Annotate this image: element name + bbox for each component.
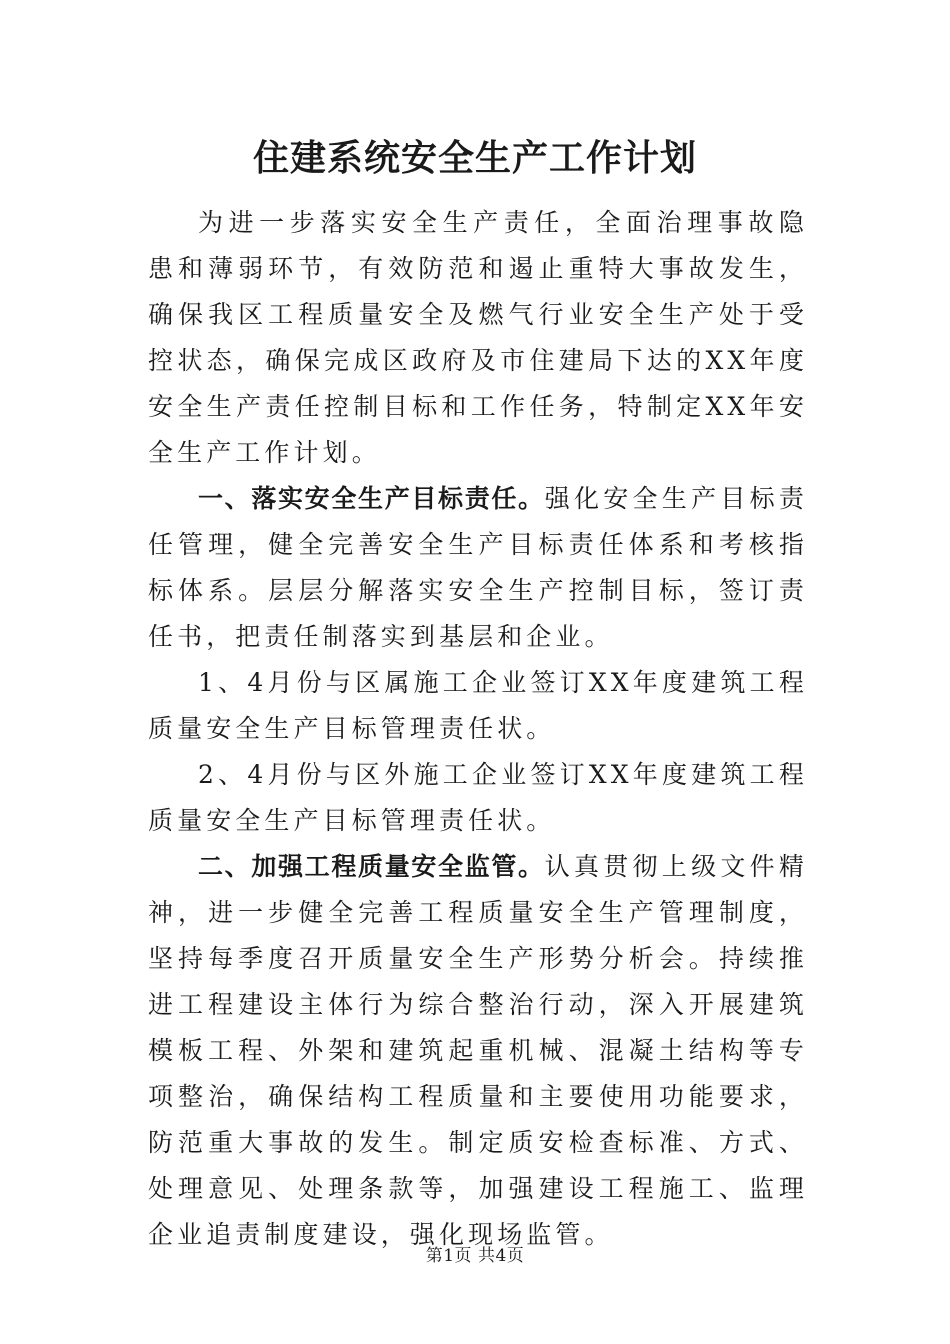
section-2-heading: 二、加强工程质量安全监管。 xyxy=(198,852,545,881)
paragraph-section-2 xyxy=(148,844,808,1258)
paragraph-intro xyxy=(148,200,808,476)
paragraph-item-1 xyxy=(148,660,808,752)
paragraph-item-2 xyxy=(148,752,808,844)
section-2-text: 认真贯彻上级文件精神，进一步健全完善工程质量安全生产管理制度，坚持每季度召开质量安全生产形势分析会。持续推进工程建设主体行为综合整治行动，深入开展建筑模板工程、外架和建筑起重机械、混凝土结构等专项整治，确保结构工程质量和主要使用功能要求，防范重大事故的发生。制定质安检查标准、方式、处理意见、处理条款等，加强建设工程施工、监理企业追责制度建设，强化现场监管。 xyxy=(148,852,808,1249)
paragraph-intro-text: 为进一步落实安全生产责任，全面治理事故隐患和薄弱环节，有效防范和遏止重特大事故发生，确保我区工程质量安全及燃气行业安全生产处于受控状态，确保完成区政府及市住建局下达的XX年度安全生产责任控制目标和工作任务，特制定XX年安全生产工作计划。 xyxy=(148,208,808,467)
item-2-text: 2、4月份与区外施工企业签订XX年度建筑工程质量安全生产目标管理责任状。 xyxy=(148,760,808,835)
page-footer: 第1页 共4页 xyxy=(425,1246,525,1266)
document-title: 住建系统安全生产工作计划 xyxy=(252,138,697,179)
item-1-text: 1、4月份与区属施工企业签订XX年度建筑工程质量安全生产目标管理责任状。 xyxy=(148,668,808,743)
paragraph-section-1 xyxy=(148,476,808,660)
document-body xyxy=(148,200,808,1258)
section-1-heading: 一、落实安全生产目标责任。 xyxy=(198,484,545,513)
section-1-text: 强化安全生产目标责任管理，健全完善安全生产目标责任体系和考核指标体系。层层分解落实安全生产控制目标，签订责任书，把责任制落实到基层和企业。 xyxy=(148,484,808,651)
